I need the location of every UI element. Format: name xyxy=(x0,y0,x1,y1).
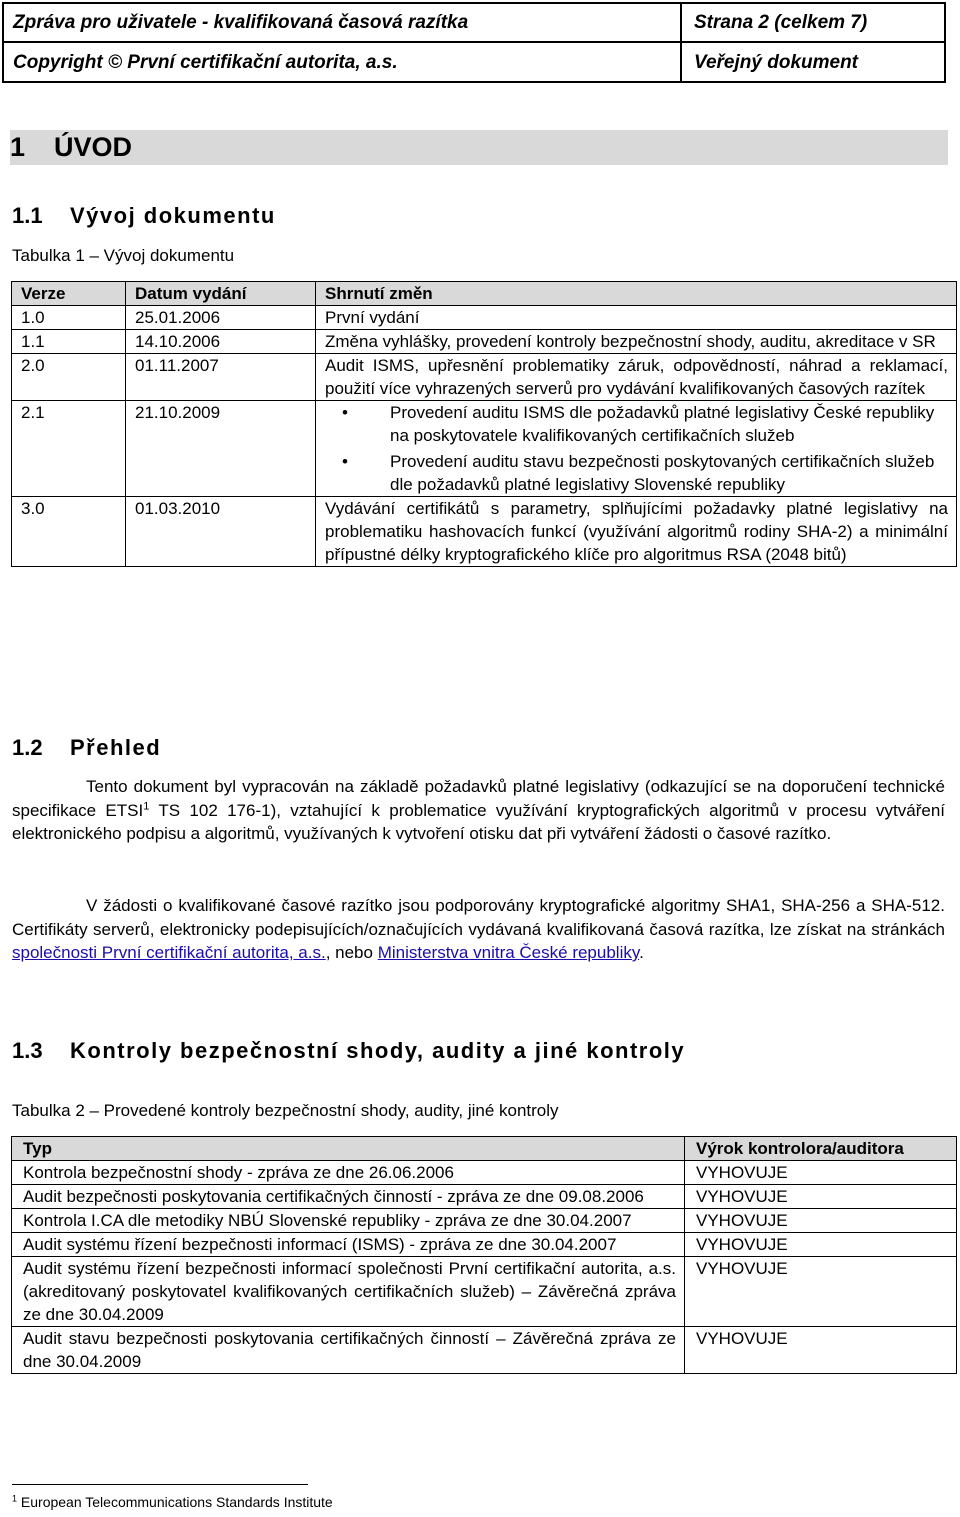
heading-kontroly xyxy=(12,1038,685,1064)
overview-paragraph-2 xyxy=(12,894,945,965)
header-title: Zpráva pro uživatele - kvalifikovaná časová razítka xyxy=(4,4,682,41)
cell-version: 1.1 xyxy=(12,330,126,354)
overview-paragraph-1 xyxy=(12,775,945,846)
cell-type: Audit bezpečnosti poskytovania certifikačných činností - zpráva ze dne 09.08.2006 xyxy=(12,1185,685,1209)
cell-type: Audit systému řízení bezpečnosti informací společnosti První certifikační autorita, a.s. (akreditovaný poskytovatel kvalifikovaných certifikačních služeb) – Závěrečná zpráva ze dne 30.04.2009 xyxy=(12,1257,685,1327)
heading-text: Kontroly bezpečnostní shody, audity a jiné kontroly xyxy=(70,1038,686,1063)
list-item-text: Provedení auditu stavu bezpečnosti poskytovaných certifikačních služeb dle požadavků platné legislativy Slovenské republiky xyxy=(390,452,935,494)
list-item xyxy=(338,450,948,496)
cell-summary-list xyxy=(316,401,957,497)
footnote-reference: 1 xyxy=(143,799,150,812)
heading-prehled xyxy=(12,735,161,761)
column-header-summary: Shrnutí změn xyxy=(316,282,957,306)
paragraph-text: V žádosti o kvalifikované časové razítko jsou podporovány kryptografické algoritmy SHA1, SHA-256 a SHA-512. Certifikáty serverů, elektronicky podepisujících/označujících vydávaná kvalifikovaná časová razítka, lze získat na stránkách xyxy=(12,896,945,939)
cell-summary: První vydání xyxy=(316,306,957,330)
cell-verdict: VYHOVUJE xyxy=(685,1257,957,1327)
page-header xyxy=(2,2,946,83)
cell-date: 01.11.2007 xyxy=(126,354,316,401)
list-item-text: Provedení auditu ISMS dle požadavků platné legislativy České republiky na poskytovatele kvalifikovaných certifikačních služeb xyxy=(390,403,935,445)
column-header-type: Typ xyxy=(12,1137,685,1161)
link-ministerstvo-vnitra[interactable]: Ministerstva vnitra České republiky xyxy=(377,943,640,962)
heading-text: Vývoj dokumentu xyxy=(70,203,276,228)
header-row-2 xyxy=(4,43,944,82)
table1-caption: Tabulka 1 – Vývoj dokumentu xyxy=(12,246,235,265)
bullet-icon: • xyxy=(342,403,348,422)
paragraph-text: , nebo xyxy=(325,943,378,962)
cell-date: 01.03.2010 xyxy=(126,497,316,567)
paragraph-text: . xyxy=(639,943,644,962)
bullet-icon: • xyxy=(342,452,348,471)
link-prvni-certifikacni-autorita[interactable]: společnosti První certifikační autorita, a.s. xyxy=(12,943,326,962)
table-row xyxy=(12,306,957,330)
cell-version: 2.1 xyxy=(12,401,126,497)
security-audits-table xyxy=(11,1136,957,1374)
list-item xyxy=(338,401,948,447)
cell-version: 2.0 xyxy=(12,354,126,401)
table-row xyxy=(12,1209,957,1233)
table-row xyxy=(12,1327,957,1374)
cell-type: Audit systému řízení bezpečnosti informací (ISMS) - zpráva ze dne 30.04.2007 xyxy=(12,1233,685,1257)
heading-number: 1.1 xyxy=(12,203,43,228)
table-row xyxy=(12,497,957,567)
cell-type: Kontrola I.CA dle metodiky NBÚ Slovenské republiky - zpráva ze dne 30.04.2007 xyxy=(12,1209,685,1233)
cell-verdict: VYHOVUJE xyxy=(685,1327,957,1374)
cell-summary: Vydávání certifikátů s parametry, splňujícími požadavky platné legislativy na problematiku hashovacích funkcí (využívání algoritmů rodiny SHA-2) a minimální přípustné délky kryptografického klíče pro algoritmus RSA (2048 bitů) xyxy=(316,497,957,567)
heading-text: Přehled xyxy=(70,735,162,760)
heading-number: 1 xyxy=(10,132,26,162)
table-row xyxy=(12,1161,957,1185)
cell-verdict: VYHOVUJE xyxy=(685,1185,957,1209)
heading-uvod xyxy=(10,130,948,165)
column-header-version: Verze xyxy=(12,282,126,306)
table-header-row xyxy=(12,282,957,306)
cell-summary: Audit ISMS, upřesnění problematiky záruk, odpovědností, náhrad a reklamací, použití více vyhrazených serverů pro vydávání kvalifikovaných časových razítek xyxy=(316,354,957,401)
cell-date: 25.01.2006 xyxy=(126,306,316,330)
cell-type: Kontrola bezpečnostní shody - zpráva ze dne 26.06.2006 xyxy=(12,1161,685,1185)
cell-date: 14.10.2006 xyxy=(126,330,316,354)
bullet-list xyxy=(338,401,948,496)
paragraph-text: Tento dokument byl vypracován na základě požadavků platné legislativy (odkazující se na doporučení technické specifikace ETSI xyxy=(12,777,945,820)
cell-version: 3.0 xyxy=(12,497,126,567)
footnote-text: European Telecommunications Standards Institute xyxy=(20,1494,333,1510)
table-row xyxy=(12,401,957,497)
cell-type: Audit stavu bezpečnosti poskytovania certifikačných činností – Závěrečná zpráva ze dne 30.04.2009 xyxy=(12,1327,685,1374)
footnote-number: 1 xyxy=(12,1493,18,1504)
cell-verdict: VYHOVUJE xyxy=(685,1233,957,1257)
cell-summary: Změna vyhlášky, provedení kontroly bezpečnostní shody, auditu, akreditace v SR xyxy=(316,330,957,354)
table-row xyxy=(12,330,957,354)
heading-number: 1.3 xyxy=(12,1038,43,1063)
footnote xyxy=(12,1494,333,1510)
paragraph-text: TS 102 176-1), vztahující k problematice využívání kryptografických algoritmů v procesu vytváření elektronického podpisu a algoritmů, využívaných k vytvoření otisku dat při vytváření žádosti o časové razítko. xyxy=(12,800,945,843)
heading-vyvoj-dokumentu xyxy=(12,203,276,229)
table2-caption: Tabulka 2 – Provedené kontroly bezpečnostní shody, audity, jiné kontroly xyxy=(12,1101,559,1120)
document-history-table xyxy=(11,281,957,567)
table-row xyxy=(12,1185,957,1209)
heading-text: ÚVOD xyxy=(54,132,133,162)
table-row xyxy=(12,354,957,401)
header-row-1 xyxy=(4,4,944,43)
table-row xyxy=(12,1233,957,1257)
table-row xyxy=(12,1257,957,1327)
column-header-date: Datum vydání xyxy=(126,282,316,306)
footnote-separator xyxy=(12,1484,308,1485)
table-header-row xyxy=(12,1137,957,1161)
cell-verdict: VYHOVUJE xyxy=(685,1161,957,1185)
heading-number: 1.2 xyxy=(12,735,43,760)
header-page-number: Strana 2 (celkem 7) xyxy=(694,11,868,33)
cell-version: 1.0 xyxy=(12,306,126,330)
cell-verdict: VYHOVUJE xyxy=(685,1209,957,1233)
header-copyright: Copyright © První certifikační autorita, a.s. xyxy=(4,43,682,82)
cell-date: 21.10.2009 xyxy=(126,401,316,497)
column-header-verdict: Výrok kontrolora/auditora xyxy=(685,1137,957,1161)
header-classification: Veřejný dokument xyxy=(694,51,859,73)
